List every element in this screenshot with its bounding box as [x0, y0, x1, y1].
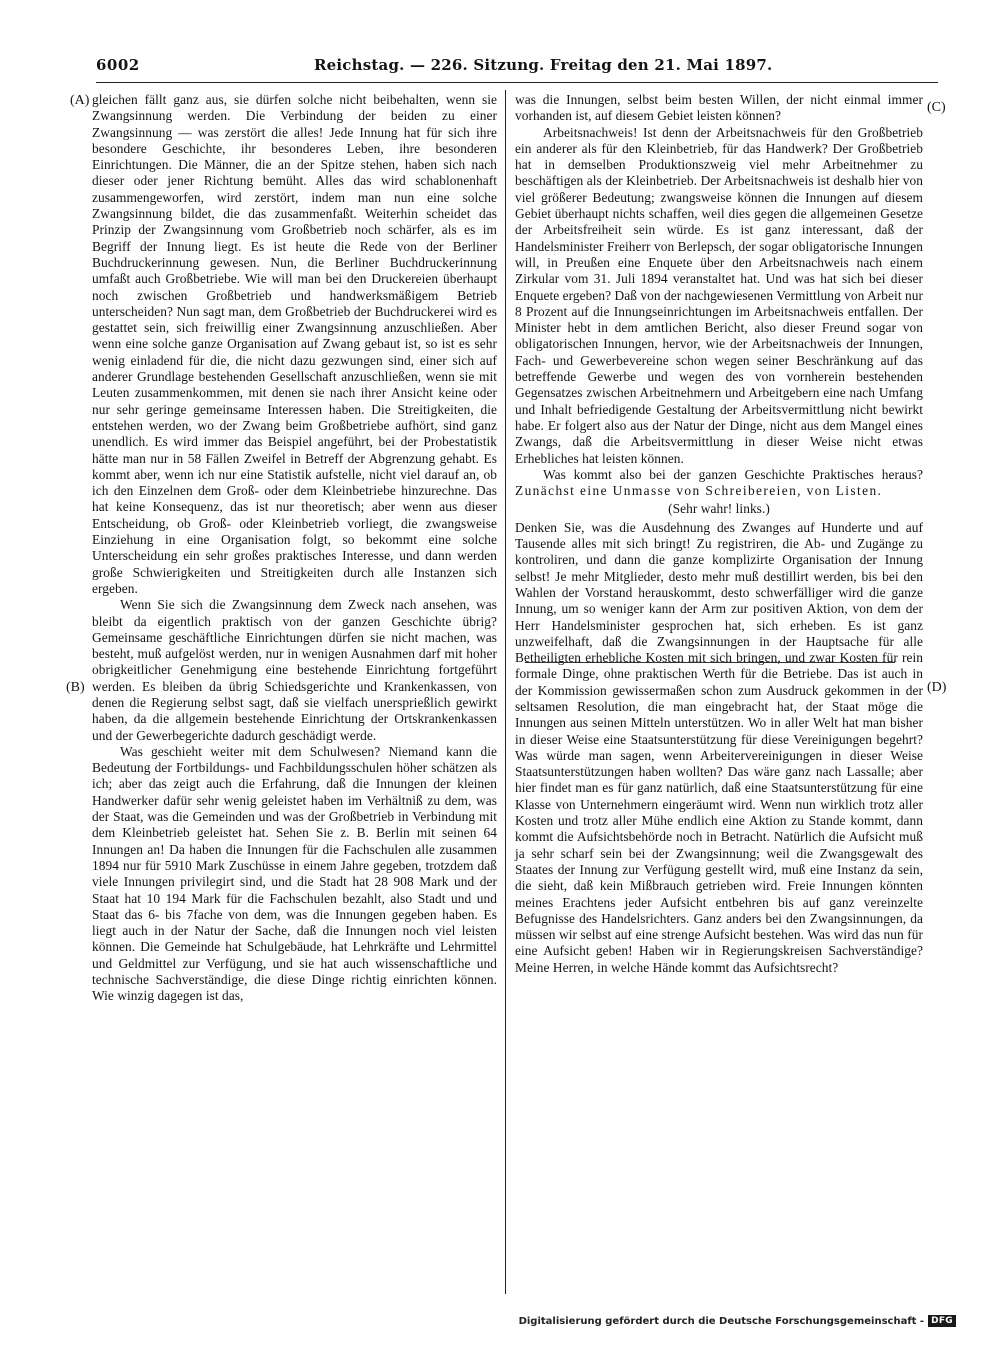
left-paragraph-3: Was geschieht weiter mit dem Schulwesen? Niemand kann die Bedeutung der Fortbildungs- und Fachbildungsschulen höher schätzen als ich; aber das zeigt auch die Erfahrung, daß die Innungen der kleinen Handwerker dafür sehr wenig geleistet haben im Verhältniß zu dem, was der Staat, was die Gemeinden und was der Großbetrieb in Verbindung mit dem Kleinbetrieb geleistet hat. Sehen Sie z. B. Berlin mit seinen 64 Innungen an! Da haben die Innungen für die Fachschulen alle zusammen 1894 nur für 5910 Mark Zuschüsse in einem Jahre gegeben, trotzdem daß viele Innungen privilegirt sind, und die Stadt hat 28 908 Mark und der Staat hat 10 194 Mark für die Fachschulen bezahlt, also Stadt und und Staat das 6- bis 7fache von dem, was die Innungen gegeben haben. Es liegt auch in der Natur der Sache, daß die Innungen noch viel leisten können. Die Gemeinde hat Schulgebäude, hat Lehrkräfte und Lehrmittel und Geldmittel zur Verfügung, und sie hat auch wissenschaftliche und technische Sachverständige, die diese Dinge richtig einrichten können. Wie winzig dagegen ist das, [92, 743, 497, 1004]
footer-text: Digitalisierung gefördert durch die Deutsche Forschungsgemeinschaft - [518, 1315, 925, 1327]
speech-separator [525, 662, 895, 663]
interjection: (Sehr wahr! links.) [668, 501, 770, 517]
right-paragraph-3-spaced: Zunächst eine Unmasse von Schreibereien, von Listen. [515, 483, 883, 499]
left-paragraph-2: Wenn Sie sich die Zwangsinnung dem Zweck nach ansehen, was bleibt da eigentlich praktisch von der ganzen Geschichte übrig? Gemeinsame geschäftliche Einrichtungen dürfen sie nicht machen, was besteht, muß aufgelöst werden, nur in wenigen Ausnahmen darf mit hoher obrigkeitlicher Genehmigung eine bestehende Einrichtung fortgeführt werden. Es bleiben da übrig Schiedsgerichte und Krankenkassen, von denen die Regierung selbst sagt, daß sie vielfach unersprießlich gewirkt haben, da die allgemein bestehende Einrichtung der Ortskrankenkassen und der Gewerbegerichte dadurch geschädigt werde. [92, 597, 497, 743]
right-paragraph-3 [515, 467, 923, 500]
footer [519, 1315, 956, 1327]
column-divider [505, 90, 506, 1294]
page-number: 6002 [96, 56, 140, 74]
margin-marker-a: (A) [70, 93, 90, 108]
right-paragraph-4: Denken Sie, was die Ausdehnung des Zwanges auf Hunderte und auf Tausende alles mit sich bringt! Zu registriren, die Ab- und Zugänge zu kontroliren, und dann die ganze komplizirte Organisation der Innung selbst! Je mehr Mitglieder, desto mehr muß destillirt werden, bis bei den Wahlen der Vorstand herauskommt, desto schwerfälliger wird die ganze Innung, um so weniger kann der Arm zur positiven Aktion, von dem der Herr Handelsminister gesprochen hat, sich erheben. Es ist ganz unzweifelhaft, daß die Zwangsinnungen in der Hauptsache für alle Betheiligten erhebliche Kosten mit sich bringen, und zwar Kosten für rein formale Dinge, ohne praktischen Werth für die Betriebe. Das ist auch in der Kommission gewissermaßen schon zum Ausdruck gekommen in der seltsamen Resolution, die man eingebracht hat, der Staat möge die Innungen aus seinen Mitteln unterstützen. Wo in aller Welt hat man bisher in dieser Weise eine Staatsunterstützung für diese Vereinigungen begehrt? Was würde man sagen, wenn Arbeitervereinigungen in dieser Weise Staatsunterstützungen haben wollten? Das wäre ganz nach Lassalle; aber hier findet man es für ganz natürlich, daß eine Staatsunterstützung für eine Klasse von Unternehmern eingeräumt wird. Wenn nun wirklich trotz aller Kosten und trotz aller Mühe endlich eine Aktion zu Stande kommt, dann kommt die Aufsichtsbehörde noch in Betracht. Natürlich die Aufsicht muß ja sehr scharf sein bei der Zwangsinnung; weil die Zwangsgewalt des Staates der Innung zur Verfügung gestellt wird, muß eine Instanz da sein, die sieht, daß kein Mißbrauch getrieben wird. Freie Innungen könnten meines Erachtens jeder Aufsicht entbehren bis auf ganz vereinzelte Befugnisse des Handelsrichters. Ganz anders bei den Zwangsinnungen, da müssen wir selbst auf eine strenge Aufsicht bestehen. Was wird das nun für eine Aufsicht geben! Haben wir in Regierungskreisen Sachverständige? Meine Herren, in welche Hände kommt das Aufsichtsrecht? [515, 519, 923, 975]
right-paragraph-2: Arbeitsnachweis! Ist denn der Arbeitsnachweis für den Großbetrieb ein anderer als für den Kleinbetrieb, für das Handwerk? Der Großbetrieb hat in demselben Produktionszweig viel mehr Arbeitnehmer zu beschäftigen als der Kleinbetrieb. Der Arbeitsnachweis ist deshalb hier von viel größerer Bedeutung; zwangsweise können die Innungen auf diesem Gebiet überhaupt nichts schaffen, weil dies gegen die allgemeinen Gesetze der Arbeitsfreiheit sein würde. Es ist ganz interessant, daß der Handelsminister Freiherr von Berlepsch, der sogar obligatorische Innungen will, in Preußen eine Enquete über den Arbeitsnachweis nach einem Zirkular vom 31. Juli 1894 veranstaltet hat. Und was hat sich bei dieser Enquete ergeben? Daß von der nachgewiesenen Vermittlung von Arbeit nur 8 Prozent auf die Innungseinrichtungen im Arbeitsnachweis entfallen. Der Minister hebt in dem amtlichen Bericht, also dieser Freund sogar von obligatorischen Innungen, hervor, wie der Arbeitsnachweis der Innungen, Fach- und Gewerbevereine schon wegen seiner Beschränkung auf das betreffende Gewerbe und wegen des von vornherein bestehenden Gegensatzes zwischen Arbeitnehmern und Arbeitgebern eine nach Umfang und Inhalt befriedigende Gestaltung der Arbeitsvermittlung nicht bewirkt habe. Er folgert also aus der Natur der Dinge, nicht aus dem Mangel eines Zwangs, daß die Arbeitsvermittlung in dieser Weise nicht etwas Erhebliches hat leisten können. [515, 124, 923, 466]
dfg-logo: DFG [928, 1315, 956, 1327]
margin-marker-d: (D) [927, 680, 947, 695]
page-header [96, 56, 938, 78]
left-paragraph-1: gleichen fällt ganz aus, sie dürfen solche nicht beibehalten, wenn sie Zwangsinnung werden. Die Verbindung der beiden zu einer Zwangsinnung — was zerstört die alles! Jede Innung hat für sich ihre besondere Geschichte, ihr besonderes Leben, ihre besonderen Einrichtungen. Die Männer, die an der Spitze stehen, haben sich nach dieser oder jener Richtung bemüht. Alles das wird schablonenhaft zusammengeworfen, wird zerstört, indem man nun eine solche Zwangsinnung bildet, die das zusammenfaßt. Weiterhin scheidet das Prinzip der Zwangsinnung vom Großbetrieb noch schärfer, als es im Begriff der Innung liegt. Es ist heute die Rede von der Berliner Buchdruckerinnung gewesen. Nun, die Berliner Buchdruckerinnung umfaßt auch Großbetriebe. Wie will man bei den Druckereien überhaupt noch zwischen Großbetrieb und handwerksmäßigem Betrieb unterscheiden? Nun sagt man, dem Großbetrieb der Buchdruckerei wird es gestattet sein, sich freiwillig einer Zwangsinnung anzuschließen. Aber wenn eine solche ganze Organisation auf Zwang gebaut ist, so ist es sehr wenig einladend für die, die nicht dazu gezwungen sind, einer sich auf anderer Grundlage bestehenden Gesellschaft anzuschließen, wenn sie mit Leuten zusammenkommen, mit denen sie nach ihrer Ansicht keine oder nur sehr geringe gemeinsame Interessen haben. Die Streitigkeiten, die entstehen werden, wo der Zwang beim Großbetriebe aufhört, sind ganz unendlich. Es wird immer das Beispiel angeführt, bei der Probestatistik hätte man nur in 58 Fällen Zweifel in Betreff der Abgrenzung gehabt. Es kommt aber, wenn ich nur eine Statistik aufstelle, nicht viel darauf an, ob ich den Einzelnen dem Groß- oder dem Kleinbetriebe hinzurechne. Das hat keine Konsequenz, das ist nur theoretisch; aber wenn aus dieser Entscheidung, ob Groß- oder Kleinbetrieb vorliegt, die zwangsweise Einziehung in eine Organisation folgt, so bekommt eine solche Unterscheidung ein sehr großes praktisches Interesse, und dann werden große Schwierigkeiten und Streitigkeiten durch alle Instanzen sich ergeben. [92, 92, 497, 596]
left-column [92, 92, 497, 1005]
margin-marker-c: (C) [927, 100, 946, 115]
running-head: Reichstag. — 226. Sitzung. Freitag den 21. Mai 1897. [314, 56, 773, 74]
header-rule [96, 82, 938, 83]
right-paragraph-3-lead: Was kommt also bei der ganzen Geschichte Praktisches heraus? [543, 466, 923, 482]
right-paragraph-1: was die Innungen, selbst beim besten Willen, der nicht einmal immer vorhanden ist, auf diesem Gebiet leisten können? [515, 92, 923, 124]
margin-marker-b: (B) [66, 680, 85, 695]
right-column [515, 92, 923, 976]
